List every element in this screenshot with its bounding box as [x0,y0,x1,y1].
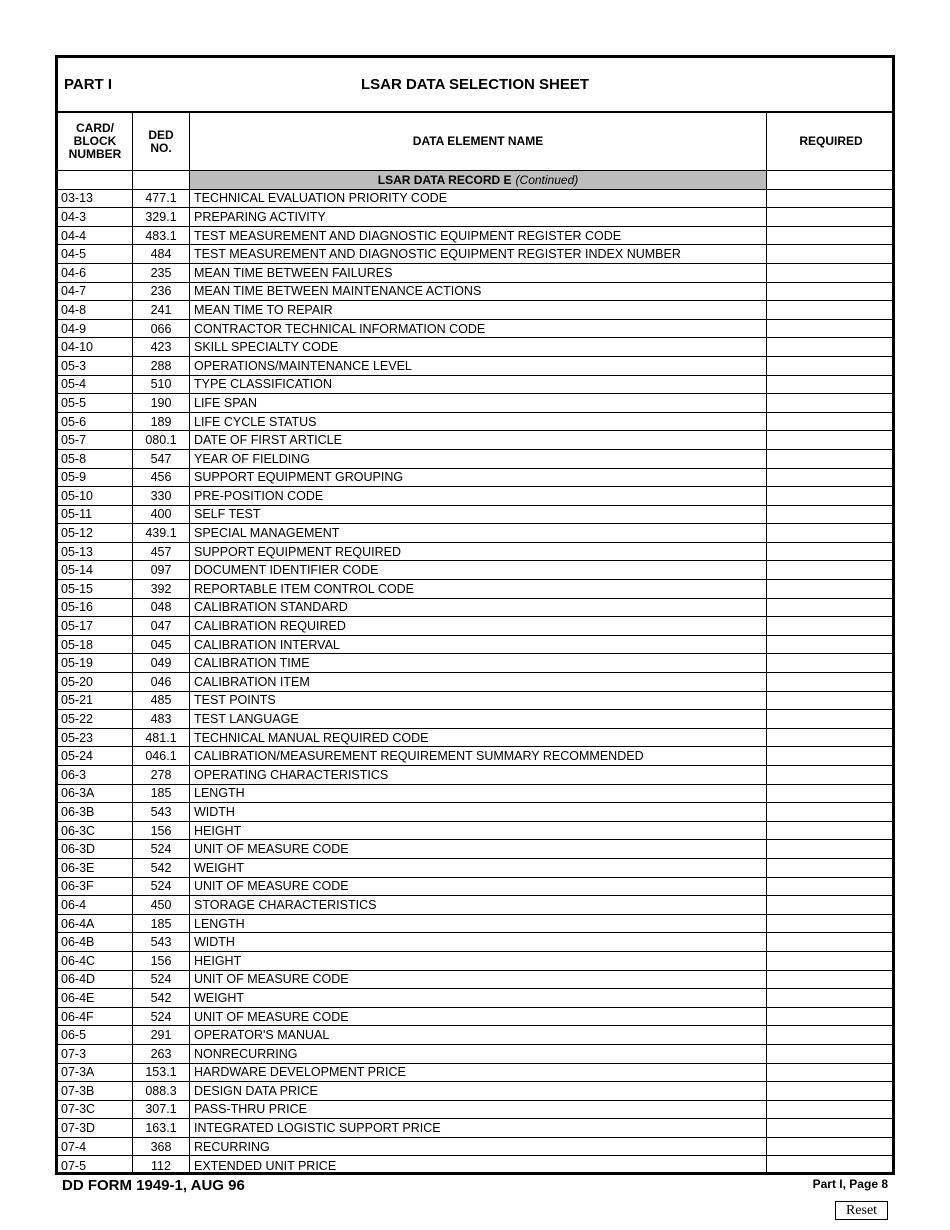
table-row [58,487,892,506]
ded-number: 156 [133,822,190,840]
required-field[interactable] [767,283,895,301]
ded-number: 543 [133,933,190,951]
data-element-name: CALIBRATION REQUIRED [190,617,767,635]
required-field[interactable] [767,1045,895,1063]
data-element-name: CALIBRATION/MEASUREMENT REQUIREMENT SUMMARY RECOMMENDED [190,747,767,765]
card-block-number: 05-15 [58,580,133,598]
data-element-name: CALIBRATION TIME [190,654,767,672]
table-row [58,952,892,971]
table-row [58,654,892,673]
required-field[interactable] [767,376,895,394]
required-field[interactable] [767,1101,895,1119]
card-block-number: 04-10 [58,338,133,356]
table-row [58,561,892,580]
table-row [58,785,892,804]
data-element-name: HEIGHT [190,952,767,970]
lsar-selection-form [55,55,895,1175]
card-block-number: 04-8 [58,301,133,319]
card-block-number: 05-23 [58,729,133,747]
required-field[interactable] [767,803,895,821]
ded-number: 049 [133,654,190,672]
card-block-number: 07-5 [58,1156,133,1175]
table-row [58,673,892,692]
card-block-number: 05-11 [58,506,133,524]
card-block-number: 04-4 [58,227,133,245]
card-block-number: 05-10 [58,487,133,505]
table-row [58,1119,892,1138]
data-element-name: LIFE CYCLE STATUS [190,413,767,431]
card-block-number: 07-4 [58,1138,133,1156]
column-header-card-line: CARD/ [75,121,114,135]
form-header [58,58,892,113]
data-element-name: UNIT OF MEASURE CODE [190,878,767,896]
data-element-name: LIFE SPAN [190,394,767,412]
card-block-number: 05-17 [58,617,133,635]
table-row [58,915,892,934]
data-element-name: SUPPORT EQUIPMENT GROUPING [190,469,767,487]
ded-number: 235 [133,264,190,282]
data-element-name: WIDTH [190,803,767,821]
ded-number: 481.1 [133,729,190,747]
ded-number: 080.1 [133,431,190,449]
column-header-ded-no [133,113,190,170]
data-element-name: HARDWARE DEVELOPMENT PRICE [190,1064,767,1082]
card-block-number: 04-9 [58,320,133,338]
table-row [58,617,892,636]
data-element-name: PREPARING ACTIVITY [190,208,767,226]
card-block-number: 06-4E [58,989,133,1007]
required-field[interactable] [767,729,895,747]
card-block-number: 05-22 [58,710,133,728]
required-field[interactable] [767,654,895,672]
data-element-name: DOCUMENT IDENTIFIER CODE [190,561,767,579]
data-element-table [58,171,892,1172]
data-element-name: MEAN TIME TO REPAIR [190,301,767,319]
table-row [58,524,892,543]
table-row [58,431,892,450]
required-field[interactable] [767,1138,895,1156]
ded-number: 263 [133,1045,190,1063]
data-element-name: TEST LANGUAGE [190,710,767,728]
card-block-number: 06-3F [58,878,133,896]
ded-number: 477.1 [133,190,190,208]
card-block-number: 05-21 [58,692,133,710]
table-row [58,803,892,822]
data-element-name: INTEGRATED LOGISTIC SUPPORT PRICE [190,1119,767,1137]
table-row [58,766,892,785]
card-block-number: 05-7 [58,431,133,449]
ded-number: 368 [133,1138,190,1156]
data-element-name: LENGTH [190,785,767,803]
required-field[interactable] [767,394,895,412]
card-block-number: 07-3D [58,1119,133,1137]
page-number: Part I, Page 8 [812,1177,888,1191]
required-field[interactable] [767,320,895,338]
data-element-name: OPERATIONS/MAINTENANCE LEVEL [190,357,767,375]
data-element-name: STORAGE CHARACTERISTICS [190,896,767,914]
required-field[interactable] [767,617,895,635]
form-identifier: DD FORM 1949-1, AUG 96 [62,1177,245,1194]
card-block-number: 05-14 [58,561,133,579]
ded-number: 483 [133,710,190,728]
data-element-name: PRE-POSITION CODE [190,487,767,505]
ded-number: 288 [133,357,190,375]
required-field[interactable] [767,1064,895,1082]
table-row [58,636,892,655]
ded-number: 457 [133,543,190,561]
ded-number: 046 [133,673,190,691]
data-element-name: CALIBRATION ITEM [190,673,767,691]
table-row [58,840,892,859]
ded-number: 330 [133,487,190,505]
ded-number: 088.3 [133,1082,190,1100]
column-header-card-block-number [58,113,133,170]
card-block-number: 04-6 [58,264,133,282]
table-row [58,506,892,525]
ded-number: 163.1 [133,1119,190,1137]
card-block-number: 07-3B [58,1082,133,1100]
card-block-number: 05-4 [58,376,133,394]
column-header-card-line: NUMBER [68,147,122,161]
table-row [58,859,892,878]
required-field[interactable] [767,896,895,914]
card-block-number: 06-3B [58,803,133,821]
card-block-number: 06-3D [58,840,133,858]
ded-number: 524 [133,1008,190,1026]
ded-number: 450 [133,896,190,914]
ded-number: 483.1 [133,227,190,245]
ded-number: 236 [133,283,190,301]
card-block-number: 05-18 [58,636,133,654]
required-field[interactable] [767,1156,895,1175]
reset-button[interactable]: Reset [835,1201,888,1220]
card-block-number: 06-3A [58,785,133,803]
table-row [58,1045,892,1064]
ded-number: 066 [133,320,190,338]
table-row [58,1082,892,1101]
ded-number: 542 [133,989,190,1007]
ded-number: 524 [133,971,190,989]
ded-number: 045 [133,636,190,654]
card-block-number: 06-3 [58,766,133,784]
ded-number: 423 [133,338,190,356]
data-element-name: TEST POINTS [190,692,767,710]
data-element-name: UNIT OF MEASURE CODE [190,840,767,858]
required-field[interactable] [767,710,895,728]
section-card-cell [58,171,133,189]
data-element-name: SKILL SPECIALTY CODE [190,338,767,356]
table-row [58,338,892,357]
card-block-number: 06-4A [58,915,133,933]
section-required-cell [767,171,895,189]
data-element-name: SELF TEST [190,506,767,524]
column-header-card-line: BLOCK [73,134,117,148]
ded-number: 189 [133,413,190,431]
table-row [58,1138,892,1157]
data-element-name: CALIBRATION STANDARD [190,599,767,617]
card-block-number: 03-13 [58,190,133,208]
ded-number: 485 [133,692,190,710]
card-block-number: 06-4D [58,971,133,989]
card-block-number: 06-3C [58,822,133,840]
column-headers [58,113,892,171]
required-field[interactable] [767,190,895,208]
table-row [58,580,892,599]
table-row [58,283,892,302]
ded-number: 097 [133,561,190,579]
table-row [58,1008,892,1027]
required-field[interactable] [767,692,895,710]
data-element-name: PASS-THRU PRICE [190,1101,767,1119]
table-row [58,320,892,339]
data-element-name: EXTENDED UNIT PRICE [190,1156,767,1175]
required-field[interactable] [767,747,895,765]
required-field[interactable] [767,227,895,245]
data-element-name: REPORTABLE ITEM CONTROL CODE [190,580,767,598]
required-field[interactable] [767,840,895,858]
required-field[interactable] [767,1008,895,1026]
data-element-name: MEAN TIME BETWEEN MAINTENANCE ACTIONS [190,283,767,301]
section-title: LSAR DATA RECORD E [377,172,512,187]
table-row [58,227,892,246]
data-element-name: SPECIAL MANAGEMENT [190,524,767,542]
card-block-number: 06-4B [58,933,133,951]
card-block-number: 06-4C [58,952,133,970]
required-field[interactable] [767,1119,895,1137]
ded-number: 329.1 [133,208,190,226]
data-element-name: OPERATING CHARACTERISTICS [190,766,767,784]
card-block-number: 04-5 [58,245,133,263]
card-block-number: 05-16 [58,599,133,617]
data-element-name: SUPPORT EQUIPMENT REQUIRED [190,543,767,561]
required-field[interactable] [767,524,895,542]
card-block-number: 07-3A [58,1064,133,1082]
table-row [58,208,892,227]
section-note: (Continued) [515,172,579,187]
data-element-name: CONTRACTOR TECHNICAL INFORMATION CODE [190,320,767,338]
card-block-number: 05-5 [58,394,133,412]
required-field[interactable] [767,357,895,375]
card-block-number: 06-5 [58,1026,133,1044]
ded-number: 241 [133,301,190,319]
ded-number: 047 [133,617,190,635]
required-field[interactable] [767,506,895,524]
data-element-name: WEIGHT [190,859,767,877]
required-field[interactable] [767,859,895,877]
section-title-cell [190,171,767,189]
data-element-name: WEIGHT [190,989,767,1007]
card-block-number: 06-4F [58,1008,133,1026]
ded-number: 524 [133,878,190,896]
data-element-name: DATE OF FIRST ARTICLE [190,431,767,449]
ded-number: 190 [133,394,190,412]
table-row [58,933,892,952]
ded-number: 156 [133,952,190,970]
table-row [58,971,892,990]
table-row [58,376,892,395]
required-field[interactable] [767,469,895,487]
card-block-number: 07-3 [58,1045,133,1063]
card-block-number: 05-3 [58,357,133,375]
data-element-name: RECURRING [190,1138,767,1156]
required-field[interactable] [767,580,895,598]
required-field[interactable] [767,1026,895,1044]
data-element-name: WIDTH [190,933,767,951]
data-element-name: NONRECURRING [190,1045,767,1063]
ded-number: 510 [133,376,190,394]
ded-number: 543 [133,803,190,821]
ded-number: 439.1 [133,524,190,542]
card-block-number: 05-24 [58,747,133,765]
card-block-number: 06-4 [58,896,133,914]
ded-number: 456 [133,469,190,487]
column-header-data-element-name: DATA ELEMENT NAME [190,113,767,170]
ded-number: 185 [133,915,190,933]
required-field[interactable] [767,301,895,319]
part-label: PART I [64,76,113,93]
table-row [58,599,892,618]
data-element-name: UNIT OF MEASURE CODE [190,971,767,989]
required-field[interactable] [767,543,895,561]
table-row [58,822,892,841]
table-row [58,543,892,562]
section-ded-cell [133,171,190,189]
data-element-name: MEAN TIME BETWEEN FAILURES [190,264,767,282]
card-block-number: 06-3E [58,859,133,877]
required-field[interactable] [767,989,895,1007]
card-block-number: 05-8 [58,450,133,468]
section-row [58,171,892,190]
table-row [58,469,892,488]
table-row [58,190,892,209]
data-element-name: TYPE CLASSIFICATION [190,376,767,394]
card-block-number: 04-3 [58,208,133,226]
table-row [58,729,892,748]
required-field[interactable] [767,208,895,226]
ded-number: 185 [133,785,190,803]
required-field[interactable] [767,933,895,951]
required-field[interactable] [767,561,895,579]
data-element-name: TEST MEASUREMENT AND DIAGNOSTIC EQUIPMENT REGISTER INDEX NUMBER [190,245,767,263]
data-element-name: TEST MEASUREMENT AND DIAGNOSTIC EQUIPMENT REGISTER CODE [190,227,767,245]
table-row [58,1064,892,1083]
card-block-number: 05-13 [58,543,133,561]
ded-number: 547 [133,450,190,468]
table-row [58,1101,892,1120]
column-header-required: REQUIRED [799,134,863,148]
required-field[interactable] [767,822,895,840]
data-element-name: TECHNICAL EVALUATION PRIORITY CODE [190,190,767,208]
ded-number: 524 [133,840,190,858]
table-row [58,301,892,320]
required-field[interactable] [767,264,895,282]
data-element-name: LENGTH [190,915,767,933]
table-row [58,264,892,283]
table-row [58,1156,892,1175]
ded-number: 291 [133,1026,190,1044]
required-field[interactable] [767,450,895,468]
required-field[interactable] [767,673,895,691]
table-row [58,245,892,264]
required-field[interactable] [767,785,895,803]
data-element-name: DESIGN DATA PRICE [190,1082,767,1100]
card-block-number: 05-20 [58,673,133,691]
required-field[interactable] [767,431,895,449]
card-block-number: 05-6 [58,413,133,431]
ded-number: 400 [133,506,190,524]
ded-number: 307.1 [133,1101,190,1119]
table-row [58,450,892,469]
card-block-number: 04-7 [58,283,133,301]
table-row [58,878,892,897]
card-block-number: 05-9 [58,469,133,487]
required-field[interactable] [767,636,895,654]
ded-number: 542 [133,859,190,877]
required-field[interactable] [767,245,895,263]
required-field[interactable] [767,1082,895,1100]
table-row [58,710,892,729]
data-element-name: UNIT OF MEASURE CODE [190,1008,767,1026]
required-field[interactable] [767,599,895,617]
ded-number: 278 [133,766,190,784]
table-row [58,989,892,1008]
table-row [58,1026,892,1045]
table-row [58,896,892,915]
ded-number: 153.1 [133,1064,190,1082]
table-row [58,394,892,413]
data-element-name: HEIGHT [190,822,767,840]
table-row [58,357,892,376]
sheet-title: LSAR DATA SELECTION SHEET [360,76,590,93]
data-element-name: OPERATOR'S MANUAL [190,1026,767,1044]
table-row [58,747,892,766]
required-field[interactable] [767,487,895,505]
card-block-number: 05-19 [58,654,133,672]
column-header-ded-line: DED [148,127,174,142]
table-row [58,692,892,711]
data-element-name: YEAR OF FIELDING [190,450,767,468]
required-field[interactable] [767,952,895,970]
ded-number: 392 [133,580,190,598]
required-field[interactable] [767,338,895,356]
data-element-name: CALIBRATION INTERVAL [190,636,767,654]
data-element-name: TECHNICAL MANUAL REQUIRED CODE [190,729,767,747]
card-block-number: 05-12 [58,524,133,542]
column-header-ded-line: NO. [150,140,172,155]
ded-number: 484 [133,245,190,263]
required-field[interactable] [767,915,895,933]
required-field[interactable] [767,766,895,784]
card-block-number: 07-3C [58,1101,133,1119]
ded-number: 048 [133,599,190,617]
table-row [58,413,892,432]
required-field[interactable] [767,413,895,431]
required-field[interactable] [767,878,895,896]
required-field[interactable] [767,971,895,989]
ded-number: 112 [133,1156,190,1175]
ded-number: 046.1 [133,747,190,765]
